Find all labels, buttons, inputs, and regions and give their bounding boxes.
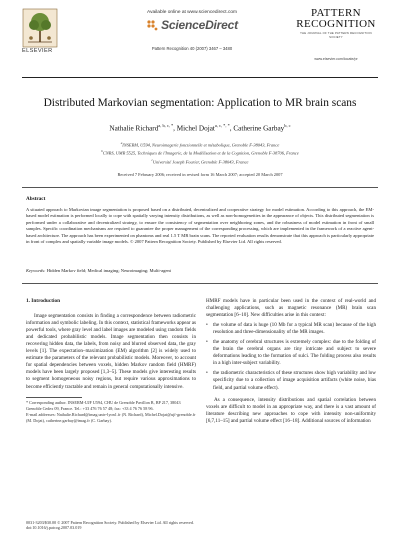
affiliation-item bbox=[0, 148, 400, 156]
journal-title-block bbox=[294, 8, 378, 61]
journal-title-line1: PATTERN bbox=[310, 7, 362, 19]
header-divider bbox=[22, 77, 378, 78]
author-separator: , bbox=[173, 124, 177, 133]
intro-paragraph: Image segmentation consists in finding a correspondence between radiometric information and symbolic labeling. In this context, statistical frameworks appear as powerful tools, where gray level and label images are modeled using random fields and dedicated probabilistic models. Image segmentation then consists in recovering hidden data, the labels, from noisy and blurred observed data, the gray levels [1]. The expectation–maximization (EM) algorithm [2] is widely used to estimate the parameters of the relevant probabilistic models. Moreover, to account for spatial dependencies between voxels, hidden Markov random field (HMRF) models have been largely proposed [1,3–5]. These models give interesting results to segment homogeneous noisy regions, but require various approximations to become efficiently tractable and remain in general computationally intensive. bbox=[26, 313, 196, 390]
consequence-paragraph: As a consequence, intensity distributions and spatial correlation between voxels are difficult to model in an appropriate way, and there is a vast amount of literature describing new approaches to cope with intensity non-uniformity [6,7,11–15] and partial volume effect [16–18]. Additional sources of information bbox=[206, 396, 376, 424]
left-column bbox=[26, 298, 196, 423]
author-name[interactable]: Nathalie Richard bbox=[109, 124, 159, 133]
corresponding-author-footnote: * Corresponding author. INSERM-UJF U594, CHU de Grenoble Pavillon B, BP 217, 38043 Grenoble Cedex 09, France. Tel.: +33 476 76 57 48; fax: +33 4 76 76 58 96. bbox=[26, 400, 181, 411]
sciencedirect-icon bbox=[146, 19, 158, 31]
section-heading: 1. Introduction bbox=[26, 298, 61, 304]
abstract-top-rule bbox=[22, 187, 378, 188]
affiliation-mark: a bbox=[120, 141, 123, 145]
doi-line[interactable]: doi:10.1016/j.patcog.2007.03.019 bbox=[26, 525, 82, 531]
article-title: Distributed Markovian segmentation: Application to MR brain scans bbox=[43, 97, 357, 109]
available-online-text: Available online at www.sciencedirect.com bbox=[146, 10, 238, 15]
abstract-text: A situated approach to Markovian image segmentation is proposed based on a distributed, decentralized and cooperative strategy for model estimation. According to this approach, the EM-based model estimation is performed locally to cope with spatially varying intensity distributions, as well as non-homogeneities in the appearance of objects. This distributed segmentation is performed under a collaborative and decentralized strategy, to ensure the consistency of segmentation over neighboring zones, and the robustness of model estimation in front of small samples. Specific coordination mechanisms are required to guarantee the proper management of the corresponding processing, which are implemented in the framework of a reactive agent-based architecture. The approach has been experimented on phantoms and real 1.5 T MR brain scans. The reported evaluation results demonstrate that this approach is particularly appropriate in front of complex and spatially variable image models. © 2007 Pattern Recognition Society. Published by Elsevier Ltd. All rights reserved. bbox=[26, 207, 374, 245]
sciencedirect-brand[interactable] bbox=[106, 18, 278, 32]
affiliation-mark: c bbox=[151, 157, 153, 162]
affiliation-item bbox=[0, 140, 400, 148]
journal-header bbox=[22, 8, 378, 76]
received-dates: Received 7 February 2006; received in revised form 16 March 2007; accepted 20 March 2007 bbox=[117, 172, 283, 177]
author-marks: a, b, c, * bbox=[158, 123, 174, 128]
affiliation-text: CNRS, UMR 5525, Techniques de l'Imagerie, de la Modélisation et de la Cognition, Grenoble F-38706, France bbox=[102, 150, 299, 156]
abstract-heading: Abstract bbox=[26, 196, 46, 202]
keywords-line bbox=[26, 268, 374, 273]
author-marks: b, c bbox=[284, 123, 291, 128]
affiliation-text: Université Joseph Fourier, Grenoble F-38043, France bbox=[152, 159, 249, 165]
affiliation-mark: b bbox=[101, 149, 103, 154]
abstract-bottom-rule bbox=[22, 283, 378, 284]
sciencedirect-block bbox=[106, 10, 278, 51]
journal-title-line2: RECOGNITION bbox=[296, 18, 376, 30]
right-column bbox=[206, 298, 376, 425]
journal-url-link[interactable]: www.elsevier.com/locate/pr bbox=[314, 57, 358, 61]
affiliations bbox=[0, 140, 400, 165]
keywords-label: Keywords: bbox=[26, 268, 46, 273]
copyright-info bbox=[26, 520, 374, 530]
difficulty-bullet: • the radiometric characteristics of these structures show high variability and low specificity due to a collection of image acquisition artifacts (white noise, bias field, and partial volume effect). bbox=[206, 370, 376, 391]
journal-reference: Pattern Recognition 40 (2007) 3467 – 3480 bbox=[151, 46, 233, 51]
author-marks: a, c, *, * bbox=[214, 123, 230, 128]
author-separator: , bbox=[229, 124, 234, 133]
hmrf-paragraph: HMRF models have in particular been used in the context of real-world and challenging applications, such as magnetic resonance (MR) brain scan segmentation [6–10]. New difficulties arise in this context: bbox=[206, 298, 376, 319]
keywords-list: Hidden Markov field; Medical imaging; Neuroimaging; Multi-agent bbox=[46, 268, 171, 273]
author-list bbox=[0, 123, 400, 132]
elsevier-logo bbox=[22, 8, 58, 48]
affiliation-item bbox=[0, 157, 400, 165]
sciencedirect-wordmark: ScienceDirect bbox=[161, 18, 238, 32]
email-footnote: E-mail addresses: Nathalie.Richard@imag.univ-lyon1.fr (N. Richard), Michel.Dojat@ujf-grenoble.fr (M. Dojat), catherine.garbay@imag.fr (C. Garbay). bbox=[26, 411, 196, 423]
footnote-divider bbox=[26, 397, 82, 398]
difficulty-bullet: • the volume of data is huge (10 Mb for a typical MR scan) because of the high resolution and three-dimensionality of the MR images. bbox=[206, 322, 376, 336]
difficulty-bullet: • the anatomy of cerebral structures is extremely complex: due to the folding of the brain the cerebral organs are tiny intricate and subject to severe deformations leading to the formation of sulci. The folding process also results in a high inter-subject variability. bbox=[206, 339, 376, 367]
copyright-line: 0031-3203/$30.00 © 2007 Pattern Recognition Society. Published by Elsevier Ltd. All rights reserved. bbox=[26, 520, 194, 525]
author-name[interactable]: Michel Dojat bbox=[176, 124, 215, 133]
publisher-name: ELSEVIER bbox=[22, 48, 53, 54]
journal-subtitle: THE JOURNAL OF THE PATTERN RECOGNITION SOCIETY bbox=[300, 31, 372, 39]
author-name[interactable]: Catherine Garbay bbox=[233, 124, 285, 133]
affiliation-text: INSERM, U594, Neuroimagerie fonctionnelle et métabolique, Grenoble F-38043, France bbox=[122, 142, 280, 148]
